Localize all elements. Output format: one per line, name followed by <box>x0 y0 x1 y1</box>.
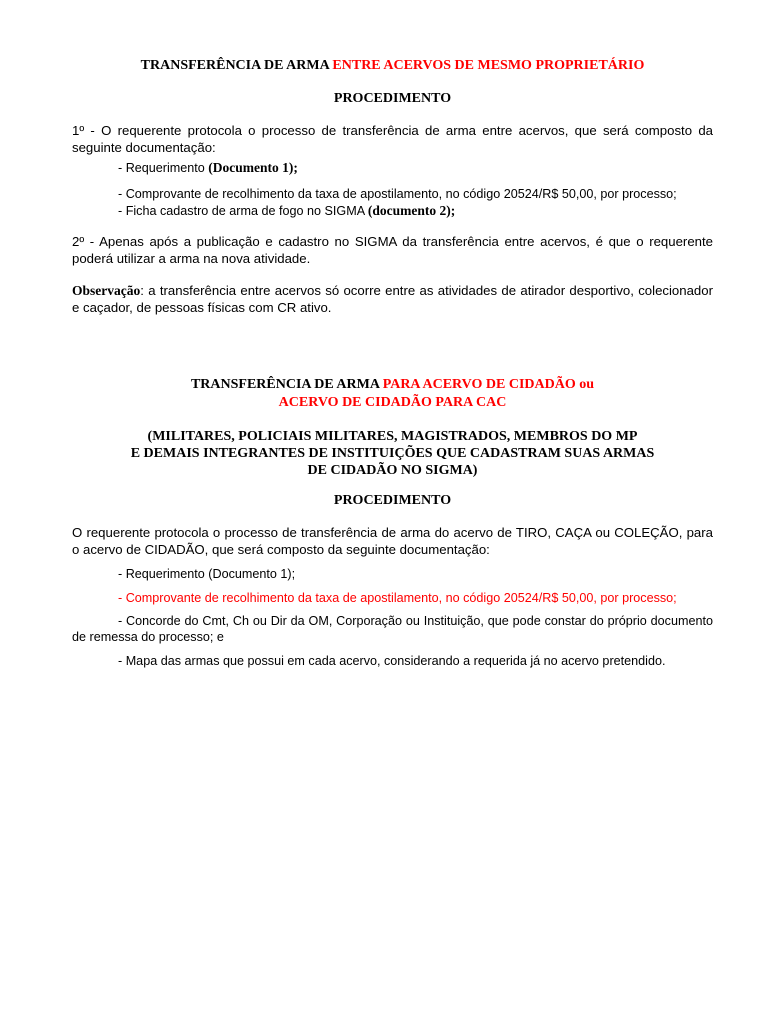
section1-procedure-heading: PROCEDIMENTO <box>333 91 452 106</box>
section2-title-black: TRANSFERÊNCIA DE ARMA <box>190 377 380 392</box>
section1-item-2 <box>118 186 677 202</box>
section2-title-red-2: ACERVO DE CIDADÃO PARA CAC <box>278 395 507 410</box>
section1-step1: 1º - O requerente protocola o processo de transferência de arma entre acervos, que será composto da seguinte documentação: <box>72 123 713 155</box>
section1-title-black: TRANSFERÊNCIA DE ARMA <box>140 58 329 73</box>
section1-item-2-text: - Comprovante de recolhimento da taxa de apostilamento, no código 20524/R$ 50,00, por processo; <box>118 187 677 201</box>
section1-item-1-bold: (Documento 1); <box>208 160 298 175</box>
observation-label: Observação <box>72 283 141 298</box>
section1-item-1 <box>118 160 298 176</box>
section2-subtitle-1: (MILITARES, POLICIAIS MILITARES, MAGISTRADOS, MEMBROS DO MP <box>147 429 638 444</box>
section2-item-4: - Mapa das armas que possui em cada acervo, considerando a requerida já no acervo pretendido. <box>118 654 666 668</box>
section2-title-line-1 <box>72 376 713 393</box>
section1-item-3 <box>118 203 455 219</box>
section2-subtitle-2: E DEMAIS INTEGRANTES DE INSTITUIÇÕES QUE CADASTRAM SUAS ARMAS <box>130 446 655 461</box>
section1-item-1-text: - Requerimento <box>118 161 209 175</box>
section2-title-red-1: PARA ACERVO DE CIDADÃO ou <box>382 377 595 392</box>
section1-step2: 2º - Apenas após a publicação e cadastro no SIGMA da transferência entre acervos, é que o requerente poderá utilizar a arma na nova atividade. <box>72 234 713 266</box>
section2-item-3: - Concorde do Cmt, Ch ou Dir da OM, Corporação ou Instituição, que pode constar do próprio documento de remessa do processo; e <box>72 614 713 644</box>
section1-observation <box>72 282 713 316</box>
section2-item-1: - Requerimento (Documento 1); <box>118 567 296 581</box>
section1-item-3-text: - Ficha cadastro de arma de fogo no SIGMA <box>118 204 368 218</box>
section1-title <box>72 57 713 74</box>
section2-subtitle-3: DE CIDADÃO NO SIGMA) <box>307 463 478 478</box>
section1-title-red: ENTRE ACERVOS DE MESMO PROPRIETÁRIO <box>332 58 645 73</box>
section2-item-2: - Comprovante de recolhimento da taxa de apostilamento, no código 20524/R$ 50,00, por processo; <box>118 591 677 605</box>
section1-item-3-bold: (documento 2); <box>367 203 456 218</box>
observation-text: : a transferência entre acervos só ocorre entre as atividades de atirador desportivo, colecionador e caçador, de pessoas físicas com CR ativo. <box>72 283 713 315</box>
section2-procedure-heading: PROCEDIMENTO <box>333 493 452 508</box>
section2-intro: O requerente protocola o processo de transferência de arma do acervo de TIRO, CAÇA ou COLEÇÃO, para o acervo de CIDADÃO, que será composto da seguinte documentação: <box>72 525 713 557</box>
